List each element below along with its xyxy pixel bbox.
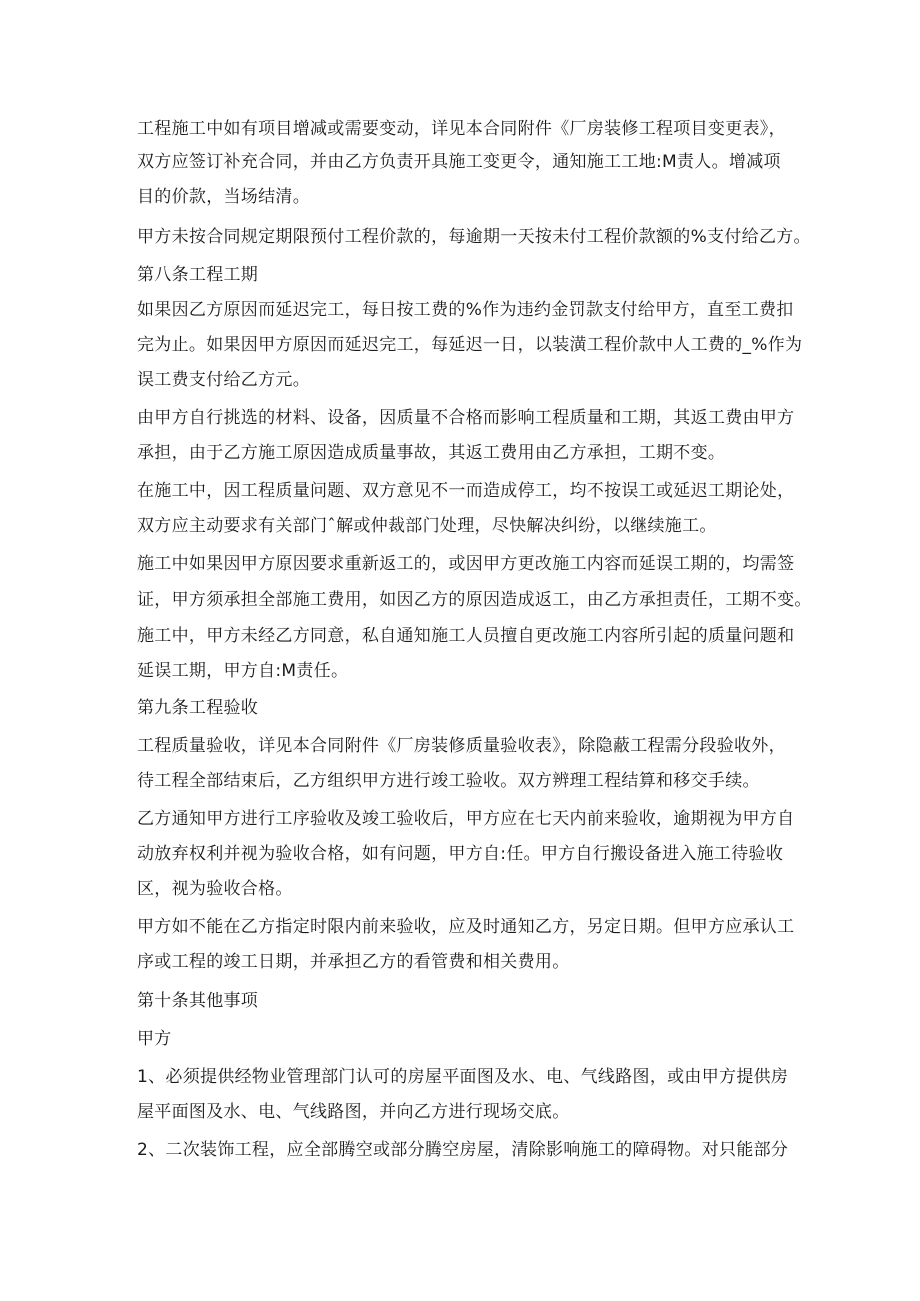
list-item: 2、二次装饰工程，应全部腾空或部分腾空房屋，清除影响施工的障碍物。对只能部分 bbox=[137, 1140, 789, 1160]
text-line: 工程质量验收，详见本合同附件《厂房装修质量验收表》，除隐蔽工程需分段验收外， bbox=[137, 736, 786, 756]
text-line: 在施工中，因工程质量问题、双方意见不一而造成停工，均不按误工或延迟工期论处， bbox=[137, 481, 795, 501]
text-line: 屋平面图及水、电、气线路图，并向乙方进行现场交底。 bbox=[137, 1102, 570, 1122]
text-line: 由甲方自行挑选的材料、设备，因质量不合格而影响工程质量和工期，其返工费由甲方 bbox=[137, 408, 795, 428]
section-heading: 第八条工程工期 bbox=[137, 265, 259, 285]
list-item: 1、必须提供经物业管理部门认可的房屋平面图及水、电、气线路图，或由甲方提供房 bbox=[137, 1067, 789, 1087]
text-line: 乙方通知甲方进行工序验收及竣工验收后，甲方应在七天内前来验收，逾期视为甲方自 bbox=[137, 809, 795, 829]
text-line: 甲方如不能在乙方指定时限内前来验收，应及时通知乙方，另定日期。但甲方应承认工 bbox=[137, 917, 795, 937]
text-line: 双方应签订补充合同，并由乙方负责开具施工变更令，通知施工工地:M责人。增减项 bbox=[137, 152, 781, 172]
text-line: 施工中，甲方未经乙方同意，私自通知施工人员擅自更改施工内容所引起的质量问题和 bbox=[137, 626, 795, 646]
text-line: 完为止。如果因甲方原因而延迟完工，每延迟一日，以装潢工程价款中人工费的_%作为 bbox=[137, 335, 803, 355]
text-line: 施工中如果因甲方原因要求重新返工的，或因甲方更改施工内容而延误工期的，均需签 bbox=[137, 554, 795, 574]
text-line: 工程施工中如有项目增减或需要变动，详见本合同附件《厂房装修工程项目变更表》， bbox=[137, 119, 786, 139]
text-line: 区，视为验收合格。 bbox=[137, 879, 293, 899]
text-line: 甲方未按合同规定期限预付工程价款的，每逾期一天按未付工程价款额的%支付给乙方。 bbox=[137, 227, 811, 247]
section-heading: 第九条工程验收 bbox=[137, 698, 259, 718]
text-line: 延误工期，甲方自:M责任。 bbox=[137, 661, 349, 681]
section-heading: 第十条其他事项 bbox=[137, 991, 259, 1011]
text-line: 待工程全部结束后，乙方组织甲方进行竣工验收。双方辨理工程结算和移交手续。 bbox=[137, 771, 760, 791]
text-line: 目的价款，当场结清。 bbox=[137, 187, 310, 207]
text-line: 证，甲方须承担全部施工费用，如因乙方的原因造成返工，由乙方承担责任，工期不变。 bbox=[137, 590, 812, 610]
text-line: 序或工程的竣工日期，并承担乙方的看管费和相关费用。 bbox=[137, 952, 570, 972]
text-line: 双方应主动要求有关部门ˆ解或仲裁部门处理，尽快解决纠纷，以继续施工。 bbox=[137, 516, 717, 536]
text-line: 动放弃权利并视为验收合格，如有问题，甲方自:任。甲方自行搬设备进入施工待验收 bbox=[137, 844, 784, 864]
subsection-heading: 甲方 bbox=[137, 1029, 172, 1049]
text-line: 误工费支付给乙方元。 bbox=[137, 370, 310, 390]
text-line: 承担，由于乙方施工原因造成质量事故，其返工费用由乙方承担，工期不变。 bbox=[137, 443, 726, 463]
text-line: 如果因乙方原因而延迟完工，每日按工费的%作为违约金罚款支付给甲方，直至工费扣 bbox=[137, 300, 794, 320]
